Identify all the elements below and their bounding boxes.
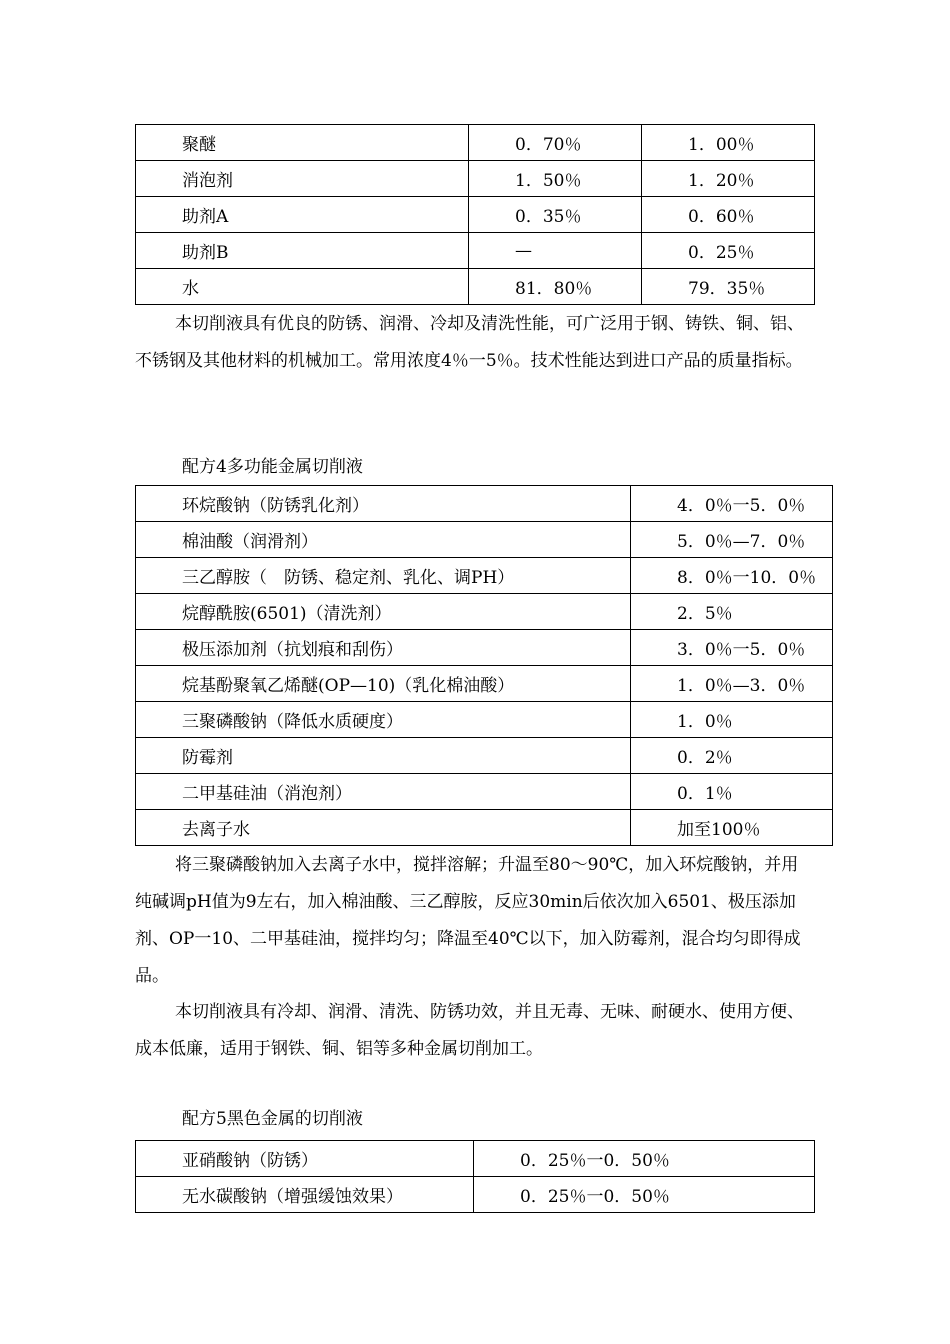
- table-row: [136, 125, 815, 161]
- ingredient-value-b: 0．60％: [642, 197, 815, 233]
- table-row: [136, 233, 815, 269]
- ingredient-name: 防霉剂: [136, 738, 631, 774]
- table-row: [136, 558, 833, 594]
- ingredient-name: 助剂B: [136, 233, 469, 269]
- ingredient-name: 三聚磷酸钠（降低水质硬度）: [136, 702, 631, 738]
- ingredient-value: 0．25％一0．50％: [474, 1177, 815, 1213]
- formula3-description: 本切削液具有优良的防锈、润滑、冷却及清洗性能，可广泛用于钢、铸铁、铜、铝、不锈钢及其他材料的机械加工。常用浓度4％一5％。技术性能达到进口产品的质量指标。: [135, 314, 804, 371]
- ingredient-name: 无水碳酸钠（增强缓蚀效果）: [136, 1177, 474, 1213]
- ingredient-value-b: 0．25％: [642, 233, 815, 269]
- ingredient-value: 5．0％—7．0％: [631, 522, 833, 558]
- ingredient-value-a: —: [469, 233, 642, 269]
- ingredient-value: 1．0％: [631, 702, 833, 738]
- formula4-table: [135, 485, 833, 846]
- table-row: [136, 666, 833, 702]
- ingredient-name: 聚醚: [136, 125, 469, 161]
- ingredient-value-b: 79．35％: [642, 269, 815, 305]
- ingredient-value: 0．1％: [631, 774, 833, 810]
- ingredient-value: 加至100％: [631, 810, 833, 846]
- formula4-procedure: 将三聚磷酸钠加入去离子水中，搅拌溶解；升温至80～90℃，加入环烷酸钠，并用纯碱调pH值为9左右，加入棉油酸、三乙醇胺，反应30min后依次加入6501、极压添加剂、OP一10、二甲基硅油，搅拌均匀；降温至40℃以下，加入防霉剂，混合均匀即得成品。: [135, 855, 801, 986]
- table-row: [136, 630, 833, 666]
- ingredient-value: 8．0％一10．0％: [631, 558, 833, 594]
- formula5-table: [135, 1140, 815, 1213]
- ingredient-value: 1．0％—3．0％: [631, 666, 833, 702]
- formula4-heading: 配方4多功能金属切削液: [182, 457, 363, 477]
- ingredient-name: 环烷酸钠（防锈乳化剂）: [136, 486, 631, 522]
- ingredient-value-b: 1．20％: [642, 161, 815, 197]
- ingredient-value: 3．0％一5．0％: [631, 630, 833, 666]
- ingredient-name: 去离子水: [136, 810, 631, 846]
- ingredient-value-b: 1．00％: [642, 125, 815, 161]
- ingredient-value: 0．2％: [631, 738, 833, 774]
- table-row: [136, 486, 833, 522]
- formula3-table: [135, 124, 815, 305]
- table-row: [136, 702, 833, 738]
- ingredient-value-a: 1．50％: [469, 161, 642, 197]
- table-row: [136, 161, 815, 197]
- table-row: [136, 810, 833, 846]
- ingredient-value: 0．25％一0．50％: [474, 1141, 815, 1177]
- ingredient-name: 烷基酚聚氧乙烯醚(OP—10)（乳化棉油酸）: [136, 666, 631, 702]
- table-row: [136, 197, 815, 233]
- ingredient-name: 三乙醇胺（ 防锈、稳定剂、乳化、调PH）: [136, 558, 631, 594]
- ingredient-name: 二甲基硅油（消泡剂）: [136, 774, 631, 810]
- table-row: [136, 738, 833, 774]
- ingredient-value-a: 0．35％: [469, 197, 642, 233]
- ingredient-name: 烷醇酰胺(6501)（清洗剂）: [136, 594, 631, 630]
- ingredient-name: 极压添加剂（抗划痕和刮伤）: [136, 630, 631, 666]
- ingredient-name: 助剂A: [136, 197, 469, 233]
- ingredient-value: 2．5％: [631, 594, 833, 630]
- table-row: [136, 522, 833, 558]
- ingredient-name: 棉油酸（润滑剂）: [136, 522, 631, 558]
- table-row: [136, 269, 815, 305]
- table-row: [136, 594, 833, 630]
- formula4-description: 本切削液具有冷却、润滑、清洗、防锈功效，并且无毒、无味、耐硬水、使用方便、成本低廉，适用于钢铁、铜、铝等多种金属切削加工。: [135, 1002, 804, 1059]
- table-row: [136, 1177, 815, 1213]
- ingredient-name: 水: [136, 269, 469, 305]
- ingredient-name: 亚硝酸钠（防锈）: [136, 1141, 474, 1177]
- ingredient-value-a: 0．70％: [469, 125, 642, 161]
- formula5-heading: 配方5黑色金属的切削液: [182, 1109, 363, 1129]
- ingredient-value: 4．0％一5．0％: [631, 486, 833, 522]
- ingredient-name: 消泡剂: [136, 161, 469, 197]
- table-row: [136, 1141, 815, 1177]
- ingredient-value-a: 81．80％: [469, 269, 642, 305]
- table-row: [136, 774, 833, 810]
